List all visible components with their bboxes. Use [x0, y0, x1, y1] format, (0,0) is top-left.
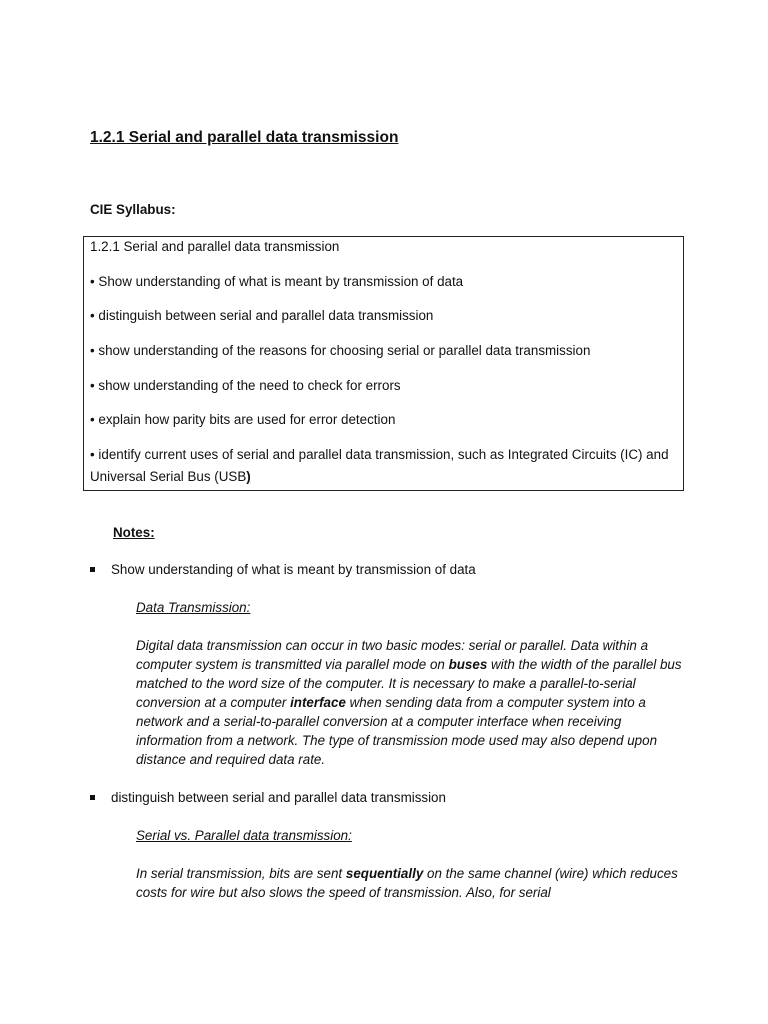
- syllabus-box: [83, 236, 684, 491]
- paragraph-bold: buses: [448, 657, 488, 672]
- bullet-text: distinguish between serial and parallel data transmission: [111, 790, 446, 805]
- paragraph-text: when sending data from a computer system into a network and a serial-to-parallel conversion at a computer interface when receiving information from a network. The type of transmission mode used may also depend upon distance and required data rate.: [136, 695, 658, 767]
- syllabus-item: • explain how parity bits are used for error detection: [90, 412, 396, 427]
- page-title: 1.2.1 Serial and parallel data transmission: [90, 129, 399, 146]
- syllabus-item-last: [90, 444, 675, 488]
- section-subheading: Serial vs. Parallel data transmission:: [136, 828, 352, 843]
- syllabus-item-close: ): [246, 469, 251, 484]
- notes-bullet-2: [90, 790, 446, 805]
- paragraph-text: on the same channel (wire) which reduces costs for wire but also slows the speed of transmission. Also, for serial: [136, 866, 678, 900]
- paragraph-text: with the width of the parallel bus matched to the word size of the computer. It is necessary to make a parallel-to-serial conversion at a computer: [136, 657, 682, 710]
- paragraph-text: Digital data transmission can occur in two basic modes: serial or parallel. Data within a computer system is transmitted via parallel mode on: [136, 638, 649, 672]
- square-bullet-icon: [90, 567, 95, 572]
- syllabus-item: • Show understanding of what is meant by transmission of data: [90, 274, 464, 289]
- notes-heading: Notes:: [113, 525, 155, 540]
- section-paragraph: [136, 864, 686, 902]
- section-paragraph: [136, 636, 686, 769]
- syllabus-item-text: • identify current uses of serial and parallel data transmission, such as Integrated Circuits (IC) and Universal Serial Bus (USB: [90, 447, 669, 484]
- paragraph-bold: interface: [290, 695, 346, 710]
- syllabus-item: • show understanding of the reasons for choosing serial or parallel data transmission: [90, 343, 591, 358]
- square-bullet-icon: [90, 795, 95, 800]
- paragraph-bold: sequentially: [345, 866, 424, 881]
- paragraph-text: In serial transmission, bits are sent: [136, 866, 346, 881]
- section-subheading: Data Transmission:: [136, 600, 251, 615]
- syllabus-label: CIE Syllabus:: [90, 202, 176, 217]
- syllabus-item: • show understanding of the need to check for errors: [90, 378, 401, 393]
- notes-bullet-1: [90, 562, 476, 577]
- bullet-text: Show understanding of what is meant by transmission of data: [111, 562, 476, 577]
- syllabus-item: • distinguish between serial and parallel data transmission: [90, 308, 434, 323]
- syllabus-heading: 1.2.1 Serial and parallel data transmission: [90, 239, 340, 254]
